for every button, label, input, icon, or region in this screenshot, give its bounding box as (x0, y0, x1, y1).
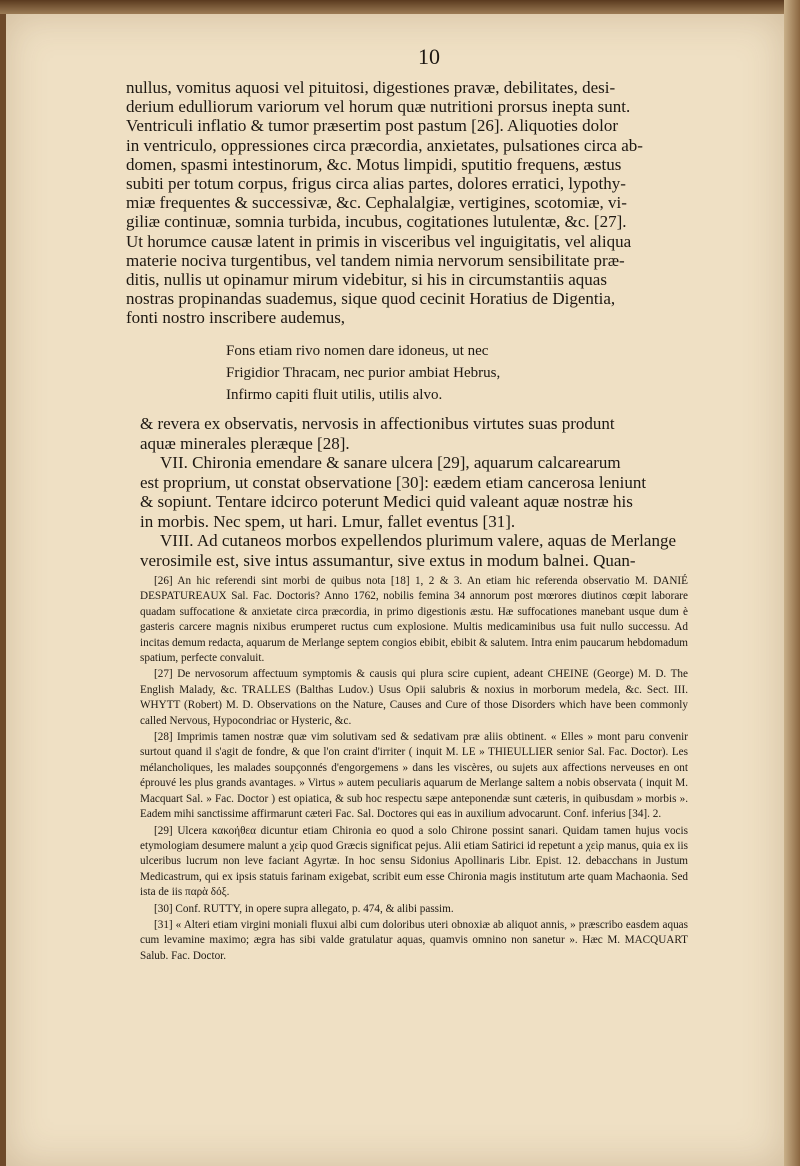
verse-line: Fons etiam rivo nomen dare idoneus, ut nec (226, 343, 489, 359)
footnote-28: [28] Imprimis tamen nostræ quæ vim solutivam sed & sedativam præ aliis obtinent. « Elles » mont paru convenir surtout quand il s'agit de fondre, & que l'on craint d'irriter ( inquit M. LE » THIEULLIER senior Sal. Fac. Doctor). Les mélancholiques, les malades soupçonnés d'engorgemens » dans les viscères, ou sujets aux affections nerveuses en ont éprouvé les plus grands avantages. » Virtus » autem peculiaris aquarum de Merlange saltem a nobis observata ( inquit M. Macquart Sal. » Fac. Doctor ) est opiatica, & sub hoc respectu sæpe anteponendæ sunt cæteris, in quibusdam » morbis ». Eadem mihi sanctissime affirmarunt cæteri Fac. Sal. Doctores qui eas in auxilium advocarunt. Conf. inferius [34]. 2. (140, 731, 688, 821)
text-line: verosimile est, sive intus assumantur, sive extus in modum balnei. Quan- (140, 550, 636, 570)
text-line: domen, spasmi intestinorum, &c. Motus limpidi, sputitio frequens, æstus (126, 154, 622, 174)
footnote-29: [29] Ulcera κακοήθεα dicuntur etiam Chironia eo quod a solo Chirone possint sanari. Quidam tamen hujus vocis etymologiam desumere malunt a χεὶρ quod Græcis significat pejus. Alii etiam Satirici id repetunt a χεὶρ manus, quia ex iis ulceribus lucrum non leve faciant Agyrtæ. In hoc sensu Sidonius Apollinaris Libr. Epist. 12. debacchans in Justum Medicastrum, qui ex ipsis statuis farinam exigebat, scribit eum esse Chironia magis institutum arte quam Machaonia. Sed ista de iis παρὰ δόξ. (140, 824, 688, 899)
text-line: & sopiunt. Tentare idcirco poterunt Medici quid valeant aquæ nostræ his (140, 492, 633, 511)
main-text-continued (140, 414, 688, 570)
text-line: derium edulliorum variorum vel horum quæ nutritioni prorsus inepta sunt. (126, 97, 631, 117)
text-line: giliæ continuæ, somnia turbida, incubus, cogitationes lutulentæ, &c. [27]. (126, 212, 627, 232)
text-line: ditis, nullis ut opinamur mirum videbitur, si his in circumstantiis aquas (126, 270, 607, 290)
text-line: est proprium, ut constat observatione [30]: eædem etiam cancerosa leniunt (140, 472, 647, 492)
text-line: Ventriculi inflatio & tumor præsertim post pastum [26]. Aliquoties dolor (126, 116, 619, 136)
footnote-30: [30] Conf. RUTTY, in opere supra allegato, p. 474, & alibi passim. (154, 902, 454, 915)
text-line: & revera ex observatis, nervosis in affectionibus virtutes suas produnt (140, 414, 615, 433)
section-viii-line: VIII. Ad cutaneos morbos expellendos plurimum valere, aquas de Merlange (160, 531, 676, 550)
text-line: fonti nostro inscribere audemus, (126, 308, 346, 328)
text-line: in ventriculo, oppressiones circa præcordia, anxietates, pulsationes circa ab- (126, 135, 643, 155)
footnotes (140, 574, 688, 965)
page-number: 10 (418, 44, 440, 69)
book-spine-edge (784, 0, 800, 1166)
text-line: aquæ minerales pleræque [28]. (140, 433, 350, 453)
text-line: Ut horumce causæ latent in primis in visceribus vel inguigitatis, vel aliqua (126, 231, 632, 251)
section-vii-line: VII. Chironia emendare & sanare ulcera [29], aquarum calcarearum (160, 453, 621, 472)
page-shadow-top (0, 0, 800, 14)
main-text-block (126, 78, 686, 328)
footnote-26: [26] An hic referendi sint morbi de quibus nota [18] 1, 2 & 3. An etiam hic referenda observatio M. DANIÉ DESPATUREAUX Sal. Fac. Doctoris? Anno 1762, nobilis femina 34 annorum post mœrores diutinos cœpit laborare quadam suffocatione & anxietate circa præcordia, in primo digestionis æstu. Hæ suffocationes manebant usque dum è gasteris carcere magnis nixibus erumperet ructus cum explosione. Multis medicaminibus usa fuit nullo successu. Ad incitas demum redacta, aquarum de Merlange septem congios ebibit, ebibit & salutem. Intra enim paucarum hebdomadum spatium, perfecte convaluit. (140, 575, 688, 665)
text-line: in morbis. Nec spem, ut hari. Lmur, fallet eventus [31]. (140, 511, 516, 531)
text-line: materie nociva turgentibus, vel tandem nimia nervorum sensibilitate præ- (126, 250, 625, 270)
book-page (6, 14, 784, 1166)
text-line: nullus, vomitus aquosi vel pituitosi, digestiones pravæ, debilitates, desi- (126, 78, 616, 97)
verse-line: Frigidior Thracam, nec purior ambiat Hebrus, (226, 365, 501, 381)
text-line: miæ frequentes & successivæ, &c. Cephalalgiæ, vertigines, scotomiæ, vi- (126, 193, 627, 213)
footnote-27: [27] De nervosorum affectuum symptomis & causis qui plura scire cupient, adeant CHEINE (George) M. D. The English Malady, &c. TRALLES (Balthas Ludov.) Usus Opii salubris & noxius in morborum medela, &c. Sect. III. WHYTT (Robert) M. D. Observations on the Nature, Causes and Cure of those Disorders which have been commonly called Nervous, Hypocondriac or Hysteric, &c. (140, 668, 688, 727)
text-line: nostras propinandas suademus, sique quod cecinit Horatius de Digentia, (126, 289, 616, 309)
horace-verse (226, 340, 666, 406)
verse-line: Infirmo capiti fluit utilis, utilis alvo. (226, 387, 443, 403)
text-line: subiti per totum corpus, frigus circa alias partes, dolores erratici, lypothy- (126, 174, 626, 194)
footnote-31: [31] « Alteri etiam virgini moniali fluxui albi cum doloribus uteri obnoxiæ ab aliquot annis, » præscribo easdem aquas cum levamine maximo; ægra has sibi valde gratulatur aquas, quamvis omnino non sanetur ». Hæc M. MACQUART Salub. Fac. Doctor. (140, 918, 688, 962)
